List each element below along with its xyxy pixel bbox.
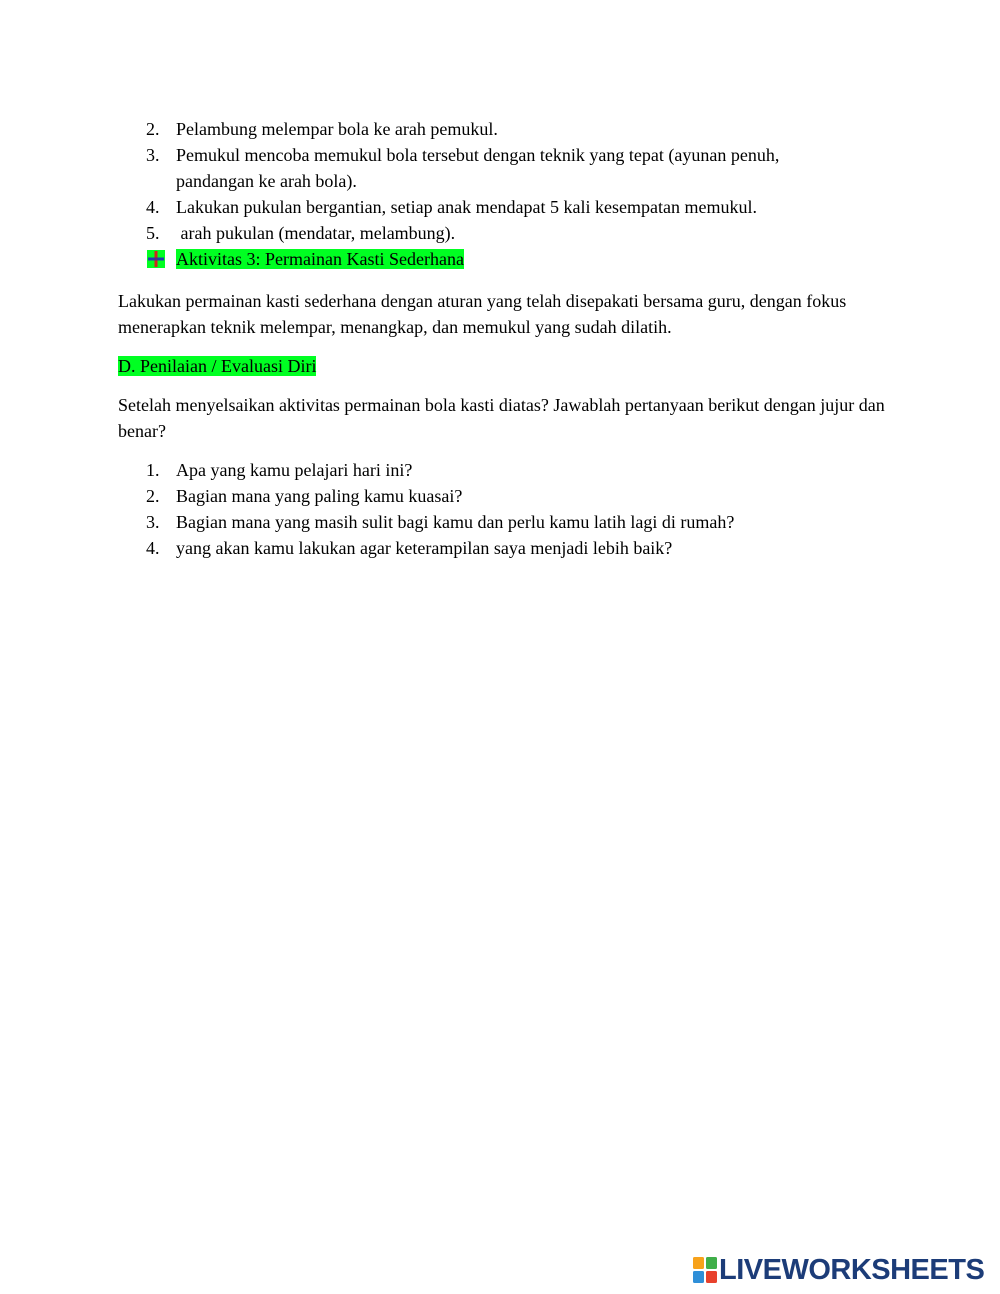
activity-3-heading [176, 246, 856, 272]
list-text: Bagian mana yang paling kamu kuasai? [176, 486, 463, 506]
list-number: 5. [146, 223, 160, 243]
liveworksheets-logo [693, 1254, 984, 1286]
list-item [0, 142, 1000, 194]
section-d-heading [118, 353, 888, 379]
liveworksheets-logo-text: LIVEWORKSHEETS [719, 1254, 985, 1286]
list-number: 4. [146, 197, 160, 217]
plus-bullet-icon [147, 250, 165, 268]
activity-3-label: Aktivitas 3: Permainan Kasti Sederhana [176, 249, 464, 269]
list-text: Lakukan pukulan bergantian, setiap anak mendapat 5 kali kesempatan memukul. [176, 197, 757, 217]
activity-3-paragraph: Lakukan permainan kasti sederhana dengan aturan yang telah disepakati bersama guru, dengan fokus menerapkan teknik melempar, menangkap, dan memukul yang sudah dilatih. [118, 291, 847, 337]
list-item [0, 220, 1000, 246]
list-item [0, 194, 1000, 220]
evaluation-questions-list [0, 457, 1000, 561]
list-text: yang akan kamu lakukan agar keterampilan saya menjadi lebih baik? [176, 538, 673, 558]
list-item [0, 116, 1000, 142]
list-item [0, 457, 1000, 483]
list-item [0, 535, 1000, 561]
list-item-activity-3 [0, 246, 1000, 272]
list-text: Pemukul mencoba memukul bola tersebut dengan teknik yang tepat (ayunan penuh, pandangan ke arah bola). [176, 145, 780, 191]
list-number: 4. [146, 538, 160, 558]
list-number: 3. [146, 512, 160, 532]
list-item [0, 483, 1000, 509]
list-text: Apa yang kamu pelajari hari ini? [176, 460, 413, 480]
list-number: 3. [146, 145, 160, 165]
list-text: Bagian mana yang masih sulit bagi kamu dan perlu kamu latih lagi di rumah? [176, 512, 735, 532]
list-number: 2. [146, 486, 160, 506]
list-number: 1. [146, 460, 160, 480]
section-d-label: D. Penilaian / Evaluasi Diri [118, 356, 317, 376]
list-text: Pelambung melempar bola ke arah pemukul. [176, 119, 498, 139]
liveworksheets-logo-icon [693, 1257, 717, 1283]
list-item [0, 509, 1000, 535]
list-text: arah pukulan (mendatar, melambung). [176, 223, 456, 243]
activity-steps-list [0, 116, 1000, 272]
list-number: 2. [146, 119, 160, 139]
evaluation-instructions: Setelah menyelsaikan aktivitas permainan bola kasti diatas? Jawablah pertanyaan berikut dengan jujur dan benar? [118, 395, 885, 441]
